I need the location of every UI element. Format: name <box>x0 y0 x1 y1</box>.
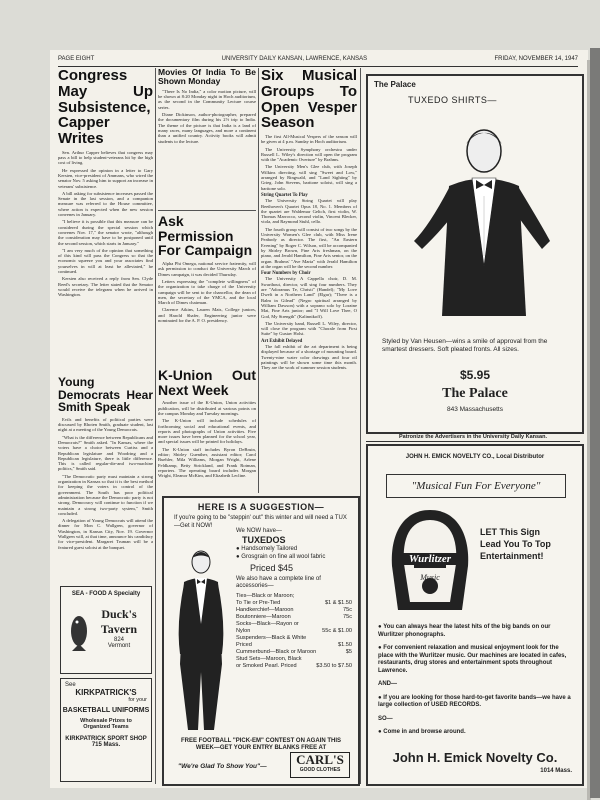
subhead: Four Numbers by Choir <box>261 271 311 277</box>
accessory-item <box>236 656 352 663</box>
ad-distributor: JOHN H. EMICK NOVELTY CO., Local Distributor <box>405 454 545 460</box>
paragraph: The University Symphony orchestra under Russell L. Wiley's direction will open the program with the "Academic Overture" by Brahms. <box>261 146 357 163</box>
ad-price: $5.95 <box>459 368 491 382</box>
emick-ad <box>366 444 584 786</box>
ad-address: 715 Mass. <box>91 742 121 748</box>
accessory-name: Cummerbund—Black or Maroon <box>236 648 317 655</box>
headline: Movies Of India To Be Shown Monday <box>158 68 256 86</box>
accessory-price: 75c <box>342 613 352 620</box>
accessory-name: Nylon <box>236 627 251 634</box>
paragraph: Evils and benefits of political parties were discussed by Rhoten Smith, graduate student, last night at a meeting of the Young Democrats. <box>58 416 153 433</box>
ad-see: See <box>65 682 76 688</box>
column-rule <box>360 68 361 784</box>
accessory-price: $1.50 <box>338 641 352 648</box>
paragraph: Letters expressing the "complete willingness" of the organization to take charge of the University campaign will be sent to the chancellor, the dean of men, the secretary of the YMCA, and the local March of Dimes chairman. <box>158 278 256 306</box>
accessory-item <box>236 607 352 614</box>
article-movies-india <box>158 68 256 208</box>
article-vesper-season <box>261 68 357 493</box>
accessory-price: 75c <box>342 606 352 613</box>
headline: Six Musical Groups To Open Vesper Season <box>261 68 357 132</box>
accessory-name: Ties—Black or Maroon; <box>236 592 295 599</box>
ad-store-name: CARL'S <box>296 752 344 767</box>
ad-brand-top: The Palace <box>374 80 416 89</box>
duck-tavern-ad <box>60 586 152 674</box>
article-ask-permission <box>158 214 256 364</box>
ad-brand: Wurlitzer <box>394 553 466 565</box>
accessory-price: 55c & $1.00 <box>322 627 352 634</box>
paragraph: The University A Cappella choir, D. M. Swarthout, director, will sing four numbers. They are "Adoramus Te, Christi" (Handel); "My Love Dwelt in a Northern Land" (Elgar); "There is a Balm in Gilead" (Negro spiritual arranged by William Dawson) with a soprano solo by Loraine Mai, Fine Arts junior; and "I Will Love Thee, O God, My Strength" (Kalinnikoff). <box>261 276 357 319</box>
accessory-item <box>236 614 352 621</box>
paragraph: "There Is No India," a color motion picture, will be shown at 8:20 Monday night in Hoch auditorium, as the second in the Community Lecture course series. <box>158 88 256 110</box>
carls-ad <box>162 496 360 786</box>
headline: Ask Permission For Campaign <box>158 214 253 259</box>
accessory-item <box>236 621 352 628</box>
paragraph: The K-Union will include schedules of forthcoming social and educational events, and reports and photographs of Union activities. Five more issues have been planned for the school year, and special issues will be printed for holidays. <box>158 418 256 445</box>
ad-headline: TUXEDO SHIRTS— <box>408 95 497 105</box>
ad-feature: ● Grosgrain on fine all wool fabric <box>236 553 326 560</box>
paragraph: The University band, Russell L. Wiley, director, will close the program with "Chorale from First Suite" by Gustav Holst. <box>261 320 357 337</box>
accessory-item <box>236 593 352 600</box>
ad-street: Vermont <box>107 643 131 649</box>
article-rule <box>158 210 256 211</box>
paragraph: Diane Dickinson, author-photographer, prepared the documentary film during his 2½ trip to India. The theme of the picture is that India is a land of many races, many languages, and more a continent than a unified country. Activity books will admit students to the lecture. <box>158 112 256 144</box>
ad-feature: ● Handsomely Tailored <box>236 546 298 552</box>
paragraph: The University String Quartet will play Beethoven's Quartet Opus 18, No. 1. Members of the quartet are Waldemar Geltch, first violin, W. Thomas Marrocco, second violin, Vincent Blecker, viola, and Raymond Stuhl, cello. <box>261 198 357 225</box>
paragraph: The University Men's Glee club, with Joseph Wilkins directing, will sing "Sweet and Low," arranged by Ringwald, and "Land Sighting" by Grieg. John Stevens, baritone soloist, will sing a baritone solo. <box>261 164 357 191</box>
ad-headline: HERE IS A SUGGESTION— <box>197 502 325 512</box>
ad-item: BASKETBALL UNIFORMS <box>62 707 150 714</box>
accessory-name: To Tie or Pre-Tied <box>236 599 281 606</box>
accessory-name: Stud Sets—Maroon, Black <box>236 655 302 662</box>
ad-bullet: ● For convenient relaxation and musical enjoyment look for the place with the Wurlitzer music. Our machines are located in cafes, restaurants, drug stores and entertainment spots throughout Lawrence. <box>378 645 567 674</box>
accessory-item <box>236 642 352 649</box>
ad-bullet: ● You can always hear the latest hits of the big bands on our Wurlitzer phonographs. <box>378 624 551 638</box>
paragraph: The first All-Musical Vespers of the season will be given at 4 p.m. Sunday in Hoch auditorium. <box>261 134 357 145</box>
ad-tagline: SEA - FOOD A Specialty <box>71 591 141 597</box>
accessory-item <box>236 663 352 670</box>
ad-bullet: ● Come in and browse around. <box>378 729 466 735</box>
ad-also: We also have a complete line of accessories— <box>236 575 321 589</box>
paragraph: A bill asking for subsistence increases passed the Senate in the last session, and a companion measure was referred to the House committee, where action is expected when the new session convenes in January. <box>58 190 153 218</box>
column-rule <box>258 68 259 493</box>
ad-glad: "We're Glad To Show You"— <box>178 763 267 770</box>
accessory-name: Boutonniere—Maroon <box>236 613 291 620</box>
paragraph: "I am very much of the opinion that something of this kind will pass the Congress so that the economic squeeze you and your associates find yourselves in will at least be alleviated," he continued. <box>58 247 153 274</box>
tuxedo-man-illustration <box>168 544 234 734</box>
accessory-item <box>236 600 352 607</box>
paragraph: He expressed the opinion in a letter to Gary Kersten, vice-president of Ammans, who wired the senator Nov. 5 asking him to support an increase in veterans' subsistence. <box>58 167 153 189</box>
fish-icon <box>65 611 95 651</box>
ad-sign-line: Entertainment! <box>480 551 544 561</box>
ad-name: KIRKPATRICK'S <box>75 688 137 697</box>
gentleman-illustration <box>404 116 554 326</box>
ad-address: 1014 Mass. <box>540 768 572 774</box>
paragraph: Sen. Arthur Capper believes that congress may pass a bill to help student-veterans hit by the high cost of living. <box>58 149 153 166</box>
newspaper-page <box>50 50 588 788</box>
paragraph: Alpha Phi Omega, national service fraternity, will ask permission to conduct the University March of Dimes campaign, it was decided Thursday. <box>158 261 256 277</box>
accessory-list <box>236 593 352 670</box>
ad-sign-line: Lead You To Top <box>480 539 551 549</box>
ad-contest: FREE FOOTBALL "PICK-EM" CONTEST ON AGAIN THIS WEEK—GET YOUR ENTRY BLANKS FREE AT <box>180 738 342 751</box>
paragraph: "What is the difference between Republicans and Democrats?" Smith asked. "In Kansas, where the voters have a choice between Curtiss and a Republican legislature and Woodring and a Republican legislature, there is little difference. This is called regular-die-and two-machine politics," Smith said. <box>58 434 153 472</box>
paragraph: "The Democratic party must maintain a strong organization in Kansas so that it is the best method for keeping the voters in control of the government. The South has poor political administration because the Democratic party is not strong. Democracy will continue to function if we maintain a strong two-party system," Smith concluded. <box>58 473 153 516</box>
headline: K-Union Out Next Week <box>158 368 256 398</box>
paragraph: The fall exhibit of the art department is being displayed because of a shortage of mounting board. Twenty-nine water color drawings and four oil paintings will be shown some time this month. They are the work of summer session students. <box>261 343 357 371</box>
accessory-price: $1 & $1.50 <box>324 599 352 606</box>
patronize-line: Patronize the Advertisers in the University Daily Kansan. <box>366 432 580 442</box>
accessory-name: Suspenders—Black & White <box>236 634 307 641</box>
article-young-democrats <box>58 376 153 581</box>
ad-address: 843 Massachusetts <box>446 406 503 413</box>
palace-ad <box>366 74 584 434</box>
issue-date: FRIDAY, NOVEMBER 14, 1947 <box>494 56 578 62</box>
ad-shop: KIRKPATRICK SPORT SHOP <box>65 736 147 742</box>
column-rule <box>155 68 156 784</box>
accessory-name: or Smoked Pearl. Priced <box>236 662 297 669</box>
paragraph: Another issue of the K-Union, Union activities publication, will be distributed at various points on the campus Monday and Tuesday mornings. <box>158 400 256 416</box>
ad-store-sub: GOOD CLOTHES <box>299 767 341 773</box>
accessory-name: Priced <box>236 641 252 648</box>
accessory-name: Socks—Black—Rayon or <box>236 620 299 627</box>
accessory-item <box>236 649 352 656</box>
paragraph: Clarence Atkins, Lauren Mais, College juniors, and Harold Shafer, Engineering junior were nominated for the A. P. O. presidency. <box>158 307 256 324</box>
ad-slogan: "Musical Fun For Everyone" <box>386 474 566 498</box>
accessory-item <box>236 628 352 635</box>
paragraph: Kersten also received a reply from Sen. Clyde Reed's secretary. The letter stated that the Senator would receive the telegram when he arrived in Washington. <box>58 276 153 298</box>
ad-bullet: ● If you are looking for those hard-to-get favorite bands—we have a large collection of USED RECORDS. <box>378 694 571 708</box>
accessory-name: Handkerchief—Maroon <box>236 606 294 613</box>
ad-music: Music <box>420 573 440 582</box>
subhead: Art Exhibit Delayed <box>261 338 303 344</box>
headline: Congress May Up Subsistence, Capper Writes <box>58 68 153 147</box>
ad-tuxedos: TUXEDOS <box>242 534 286 545</box>
paragraph: The fourth group will consist of two songs by the University Women's Glee club, with Miss Irene Peabody as director. The first, "An Eastern Evening" by Roger C. Wilson, will be accompanied by Shirley Brown, Fine Arts freshman, on the piano, and Jerald Hamilton, Fine Arts senior, on the organ. Brahms' "Ave Maria" with Jerald Hamilton at the organ will be the second number. <box>261 226 357 269</box>
paragraph: A delegation of Young Democrats will attend the dinner for Mon C. Wallgren, governor of Washington, in Kansas City, Nov. 19. Governor Wallgren will, at that time, announce his candidacy for vice-president. Margaret Truman will be a featured guest soloist at the banquet. <box>58 518 153 550</box>
ad-sign-line: LET This Sign <box>480 527 540 537</box>
ad-intro: If you're going to be "steppin' out" this winter and will need a TUX—Get it NOW! <box>174 515 347 529</box>
ad-number: 824 <box>113 637 124 643</box>
ad-now: We NOW have— <box>236 528 282 534</box>
accessory-item <box>236 635 352 642</box>
ad-and: AND— <box>378 681 397 687</box>
subhead: String Quartet To Play <box>261 192 308 198</box>
ad-name: The Palace <box>442 386 508 401</box>
ad-so: SO— <box>378 715 393 722</box>
carls-logo <box>290 752 350 778</box>
article-congress <box>58 68 153 373</box>
paragraph: The K-Union staff includes Byron DeBruin, editor; Shirley Guenther, assistant editor; Carol Buehler, Mila Williams, Morgan Wright, Arlene Feldkamp, Betty Strickland, and Frank Rotman, reporters. The operating board includes Morgan Wright, Eleanor McKim, and Elizabeth Lecline. <box>158 446 256 479</box>
ad-for: for your <box>128 697 147 703</box>
paragraph: "I believe it is possible that this measure can be considered during the special session which convenes Nov. 17," the senator wrote, "although the consideration may have to be postponed until the second session, which starts in January." <box>58 219 153 246</box>
accessory-price: $5 <box>345 648 352 655</box>
ad-prizes: Wholesale Prizes to Organized Teams <box>80 718 132 730</box>
headline: Young Democrats Hear Smith Speak <box>58 376 153 415</box>
page-number: PAGE EIGHT <box>58 56 95 62</box>
accessory-price: $3.50 to $7.50 <box>316 662 352 669</box>
ad-name: Duck's Tavern <box>100 607 138 636</box>
paper-name: UNIVERSITY DAILY KANSAN, LAWRENCE, KANSAS <box>221 56 368 62</box>
ad-price: Priced $45 <box>250 563 294 573</box>
ad-description: Styled by Van Heusen—wins a smile of approval from the smartest dressers. Soft pleated fronts. All sizes. <box>382 338 548 353</box>
masthead <box>58 56 578 67</box>
article-k-union <box>158 368 256 490</box>
ad-name: John H. Emick Novelty Co. <box>392 750 558 765</box>
kirkpatrick-ad <box>60 678 152 782</box>
